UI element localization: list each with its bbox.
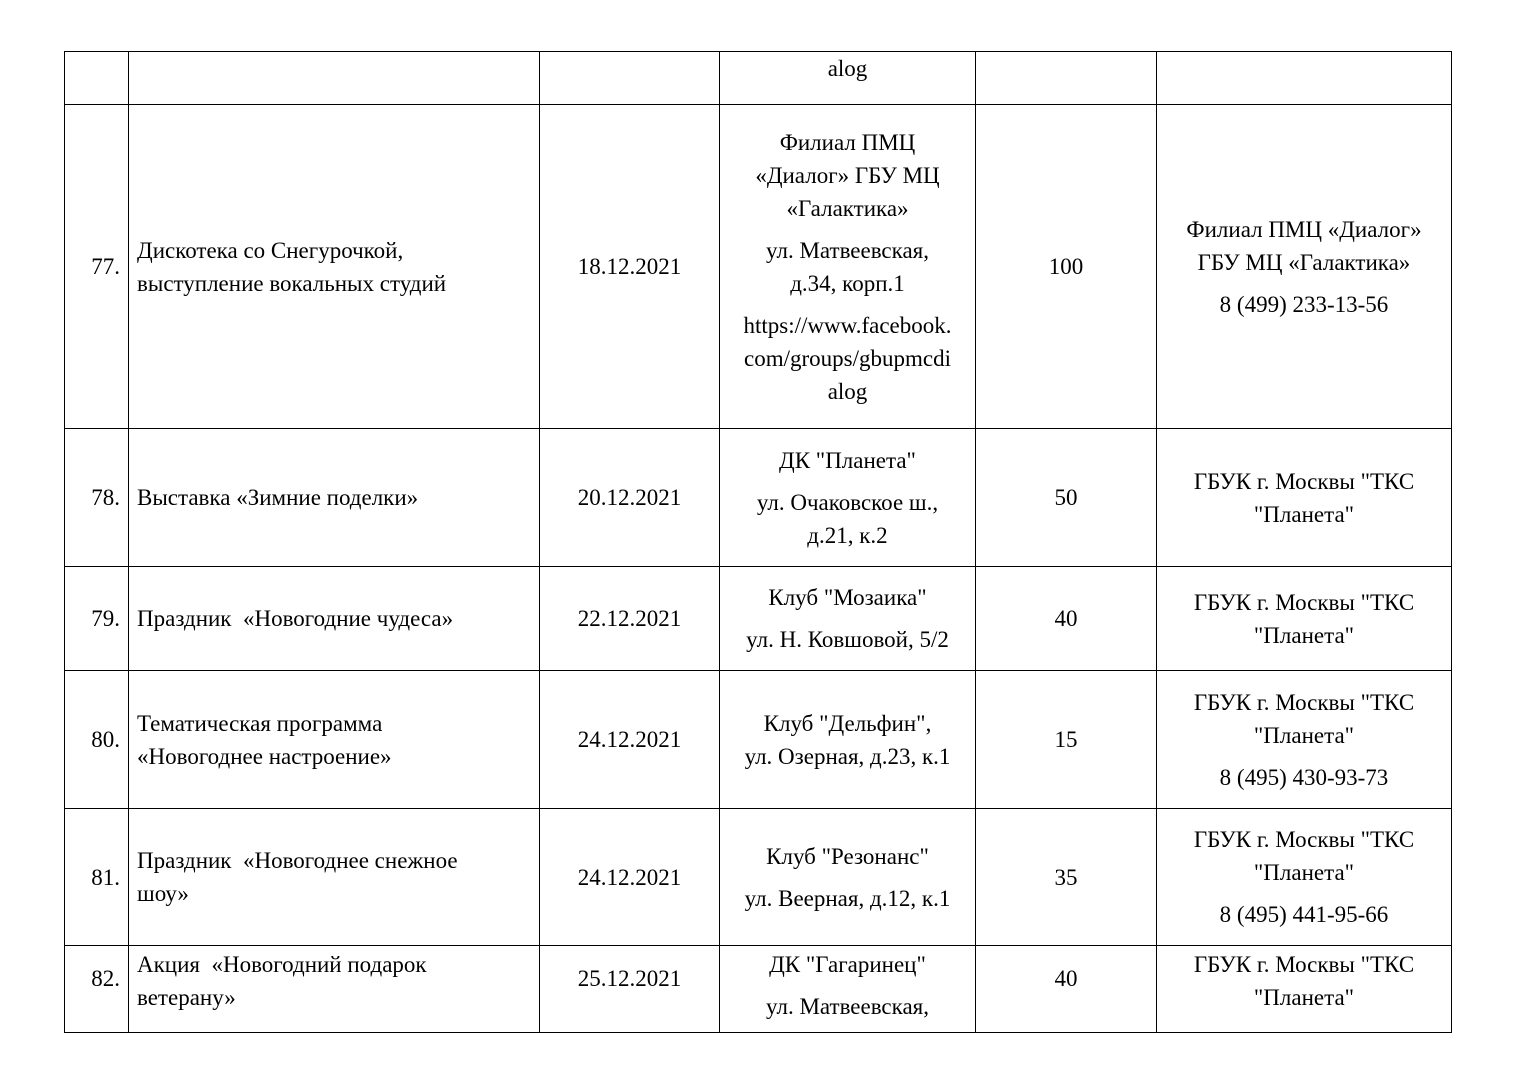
place-name [728, 707, 967, 773]
event-date: 20.12.2021 [540, 429, 720, 567]
table-row [65, 429, 1452, 567]
organizer-line: "Планета" [1253, 722, 1355, 748]
place-name [728, 126, 967, 225]
organizer-name [1165, 586, 1443, 652]
event-title [129, 429, 540, 567]
event-date: 24.12.2021 [540, 809, 720, 946]
event-title [129, 946, 540, 1033]
url-line: alog [827, 378, 868, 404]
organizer-name [1165, 465, 1443, 531]
organizer [1157, 105, 1452, 429]
organizer-name [1165, 686, 1443, 752]
event-date: 22.12.2021 [540, 567, 720, 671]
address-line: ул. Веерная, д.12, к.1 [744, 885, 951, 911]
organizer-phone: 8 (499) 233-13-56 [1219, 291, 1389, 317]
place-line: ул. Озерная, д.23, к.1 [744, 743, 951, 769]
title-line: Акция «Новогодний подарок [137, 952, 427, 977]
event-place [720, 105, 976, 429]
place-line: Клуб "Дельфин", [763, 710, 932, 736]
event-date: 25.12.2021 [540, 946, 720, 1033]
title-line: Дискотека со Снегурочкой, [137, 237, 404, 263]
organizer-line: ГБУК г. Москвы "ТКС [1193, 589, 1415, 615]
event-place [720, 946, 976, 1033]
event-title [129, 105, 540, 429]
row-number: 82. [65, 946, 129, 1033]
title-line: шоу» [137, 881, 189, 906]
place-line: «Диалог» ГБУ МЦ [755, 162, 940, 188]
organizer-name [1165, 823, 1443, 889]
event-date: 18.12.2021 [540, 105, 720, 429]
row-number: 79. [65, 567, 129, 671]
organizer [1157, 809, 1452, 946]
url-line: https://www.facebook. [743, 312, 952, 338]
event-title [129, 52, 540, 105]
event-title [129, 809, 540, 946]
participant-count: 50 [976, 429, 1157, 567]
place-line: «Галактика» [786, 195, 909, 221]
organizer-phone: 8 (495) 441-95-66 [1219, 902, 1389, 927]
title-line: Праздник «Новогодние чудеса» [137, 606, 454, 631]
event-place [720, 52, 976, 105]
title-line: «Новогоднее настроение» [137, 743, 392, 769]
title-line: Праздник «Новогоднее снежное [137, 848, 458, 873]
table-row [65, 567, 1452, 671]
organizer-line: Филиал ПМЦ «Диалог» [1186, 216, 1422, 242]
organizer-name [1165, 213, 1443, 279]
row-number: 78. [65, 429, 129, 567]
place-address [728, 882, 967, 915]
row-number: 81. [65, 809, 129, 946]
events-table [64, 51, 1452, 1033]
event-place [720, 429, 976, 567]
address-line: ул. Матвеевская, [765, 237, 930, 263]
organizer-name [1165, 948, 1443, 1014]
organizer-line: "Планета" [1253, 622, 1355, 648]
event-place [720, 671, 976, 809]
title-line: Выставка «Зимние поделки» [137, 485, 419, 510]
organizer [1157, 567, 1452, 671]
organizer [1157, 429, 1452, 567]
place-address [728, 486, 967, 552]
place-name [728, 581, 967, 614]
organizer [1157, 946, 1452, 1033]
table-row [65, 946, 1452, 1033]
place-address [728, 990, 967, 1023]
event-title [129, 567, 540, 671]
participant-count [976, 52, 1157, 105]
address-line: д.34, корп.1 [790, 270, 905, 296]
event-date: 24.12.2021 [540, 671, 720, 809]
organizer-line: ГБУК г. Москвы "ТКС [1193, 468, 1415, 494]
table-row [65, 671, 1452, 809]
table-row [65, 105, 1452, 429]
participant-count: 15 [976, 671, 1157, 809]
place-address [728, 234, 967, 300]
place-url [728, 309, 967, 408]
row-number: 77. [65, 105, 129, 429]
place-name [728, 444, 967, 477]
event-date [540, 52, 720, 105]
row-number [65, 52, 129, 105]
organizer-phone: 8 (495) 430-93-73 [1219, 764, 1389, 790]
place-line: ДК "Гагаринец" [769, 952, 926, 977]
participant-count: 40 [976, 946, 1157, 1033]
organizer-line: "Планета" [1253, 501, 1355, 527]
place-line: Филиал ПМЦ [779, 129, 916, 155]
organizer-line: "Планета" [1253, 860, 1355, 885]
organizer [1157, 52, 1452, 105]
organizer-line: ГБУК г. Москвы "ТКС [1193, 952, 1415, 977]
organizer-line: ГБУК г. Москвы "ТКС [1193, 827, 1415, 852]
event-place [720, 567, 976, 671]
title-line: Тематическая программа [137, 710, 383, 736]
event-place [720, 809, 976, 946]
organizer-line: "Планета" [1253, 985, 1355, 1010]
place-line: ДК "Планета" [779, 447, 916, 473]
place-line: Клуб "Резонанс" [766, 843, 929, 869]
organizer-line: ГБУ МЦ «Галактика» [1197, 249, 1411, 275]
title-line: ветерану» [137, 985, 236, 1010]
place-line: Клуб "Мозаика" [768, 585, 927, 610]
table-row [65, 809, 1452, 946]
organizer [1157, 671, 1452, 809]
place-name [728, 948, 967, 981]
participant-count: 100 [976, 105, 1157, 429]
place-name [728, 840, 967, 873]
row-number: 80. [65, 671, 129, 809]
organizer-line: ГБУК г. Москвы "ТКС [1193, 689, 1415, 715]
place-address [728, 623, 967, 656]
address-line: ул. Матвеевская, [765, 994, 930, 1019]
place-line: alog [827, 56, 868, 81]
participant-count: 40 [976, 567, 1157, 671]
url-line: com/groups/gbupmcdi [744, 345, 951, 371]
participant-count: 35 [976, 809, 1157, 946]
event-title [129, 671, 540, 809]
table-row-continued [65, 52, 1452, 105]
title-line: выступление вокальных студий [137, 270, 447, 296]
address-line: ул. Очаковское ш., [756, 489, 939, 515]
address-line: ул. Н. Ковшовой, 5/2 [746, 627, 949, 652]
address-line: д.21, к.2 [807, 522, 888, 548]
